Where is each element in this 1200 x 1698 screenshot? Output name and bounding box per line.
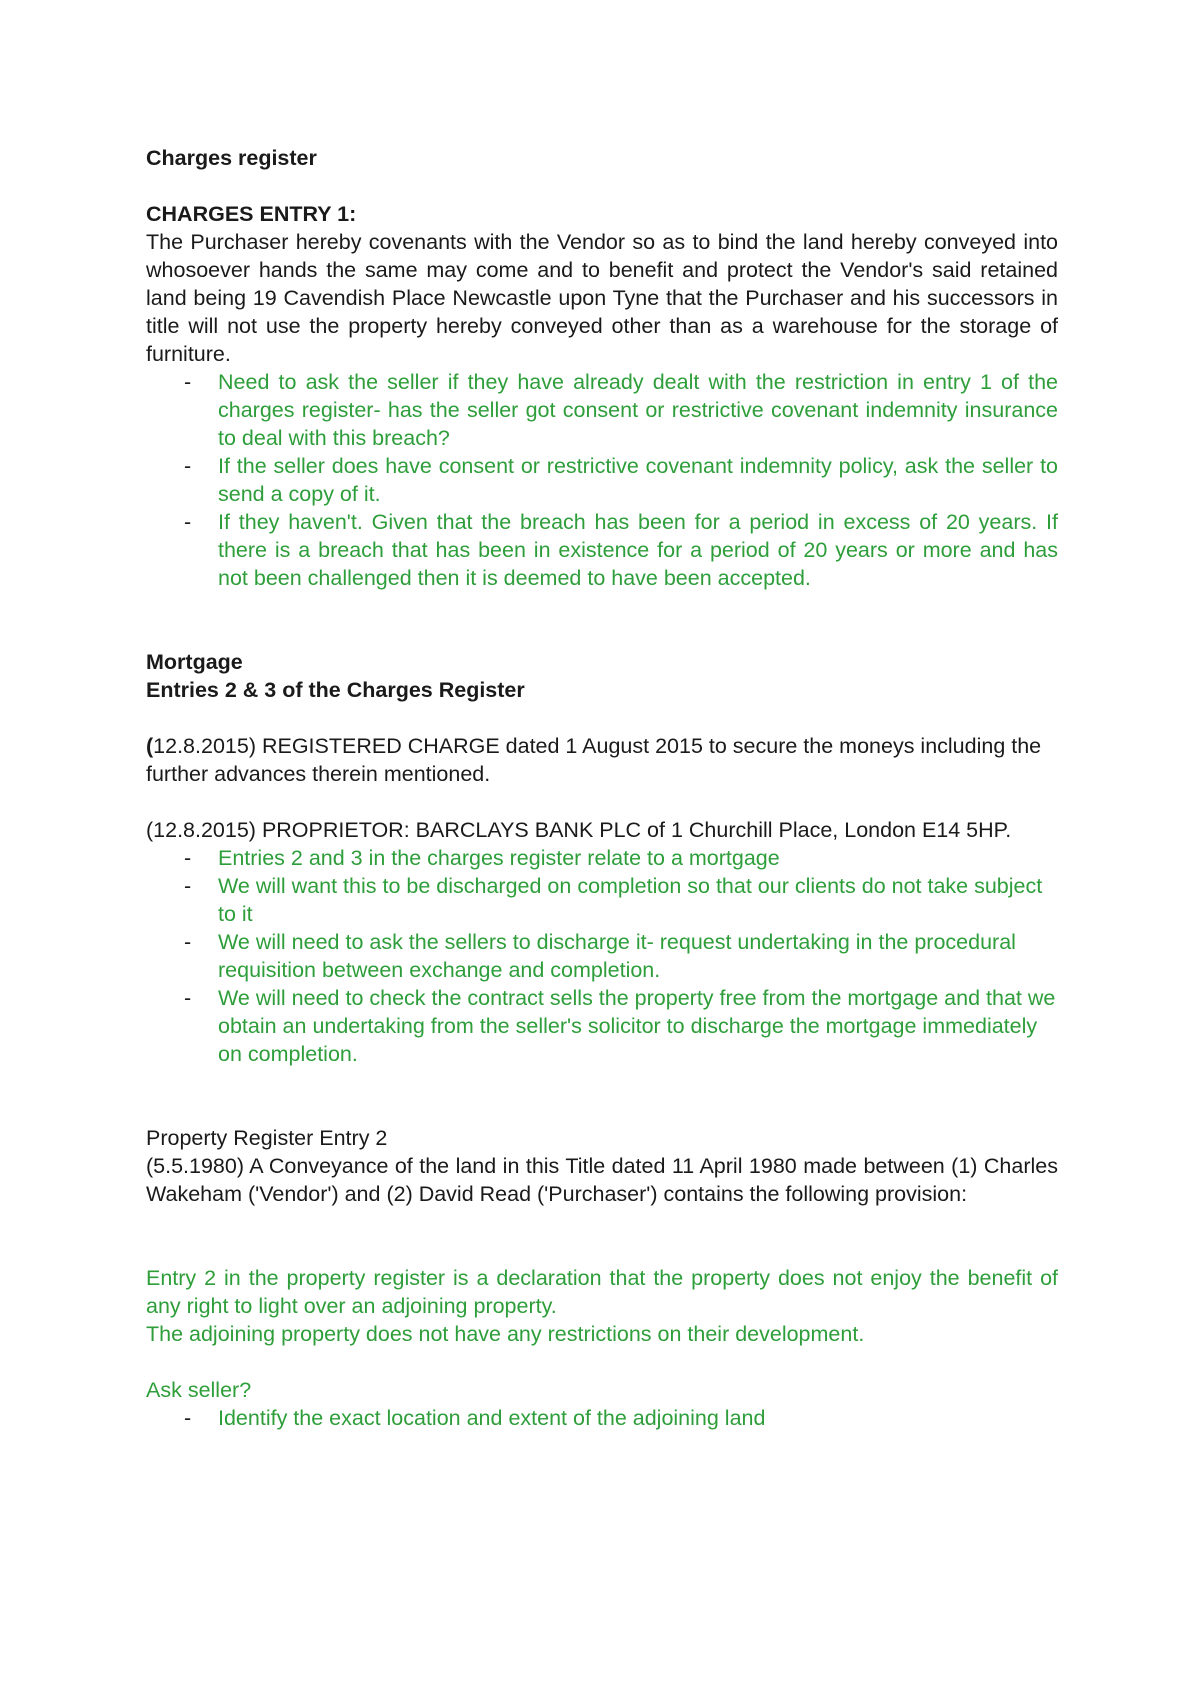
spacer [146, 172, 1058, 200]
charges-entry-1-notes [146, 368, 1058, 592]
ask-seller-label: Ask seller? [146, 1378, 252, 1402]
mortgage-notes [146, 844, 1058, 1068]
list-item: - Entries 2 and 3 in the charges register relate to a mortgage [146, 844, 1058, 872]
charges-register-heading: Charges register [146, 146, 317, 170]
list-item: - We will need to ask the sellers to discharge it- request undertaking in the procedural requisition between exchange and completion. [146, 928, 1058, 984]
spacer [146, 1068, 1058, 1124]
list-item: - Identify the exact location and extent of the adjoining land [146, 1404, 1058, 1432]
charges-entry-1-title: CHARGES ENTRY 1: [146, 202, 357, 226]
mortgage-heading: Mortgage [146, 650, 243, 674]
spacer [146, 1208, 1058, 1264]
mortgage-subheading: Entries 2 & 3 of the Charges Register [146, 678, 525, 702]
charges-entry-1-text: The Purchaser hereby covenants with the Vendor so as to bind the land hereby conveyed into whosoever hands the same may come and to benefit and protect the Vendor's said retained land being 19 Cavendish Place Newcastle upon Tyne that the Purchaser and his successors in title will not use the property hereby conveyed other than as a warehouse for the storage of furniture. [146, 230, 1058, 366]
ask-seller-list [146, 1404, 1058, 1432]
list-item: - Need to ask the seller if they have already dealt with the restriction in entry 1 of the charges register- has the seller got consent or restrictive covenant indemnity insurance to deal with this breach? [146, 368, 1058, 452]
list-item: - If they haven't. Given that the breach has been for a period in excess of 20 years. If there is a breach that has been in existence for a period of 20 years or more and has not been challenged then it is deemed to have been accepted. [146, 508, 1058, 592]
property-register-note-2: The adjoining property does not have any restrictions on their development. [146, 1322, 865, 1346]
spacer [146, 704, 1058, 732]
property-register-heading: Property Register Entry 2 [146, 1126, 388, 1150]
spacer [146, 592, 1058, 648]
registered-charge-text [146, 732, 1058, 788]
property-register-note-1: Entry 2 in the property register is a declaration that the property does not enjoy the benefit of any right to light over an adjoining property. [146, 1266, 1058, 1318]
property-register-entry-text: (5.5.1980) A Conveyance of the land in this Title dated 11 April 1980 made between (1) Charles Wakeham ('Vendor') and (2) David Read ('Purchaser') contains the following provision: [146, 1154, 1058, 1206]
proprietor-text: (12.8.2015) PROPRIETOR: BARCLAYS BANK PLC of 1 Churchill Place, London E14 5HP. [146, 818, 1012, 842]
spacer [146, 788, 1058, 816]
registered-charge-body: 12.8.2015) REGISTERED CHARGE dated 1 August 2015 to secure the moneys including the further advances therein mentioned. [146, 734, 1042, 786]
list-item: - If the seller does have consent or restrictive covenant indemnity policy, ask the seller to send a copy of it. [146, 452, 1058, 508]
list-item: - We will want this to be discharged on completion so that our clients do not take subject to it [146, 872, 1058, 928]
list-item: - We will need to check the contract sells the property free from the mortgage and that we obtain an undertaking from the seller's solicitor to discharge the mortgage immediately on completion. [146, 984, 1058, 1068]
open-paren: ( [146, 734, 154, 758]
document-page [146, 144, 1058, 1432]
spacer [146, 1348, 1058, 1376]
